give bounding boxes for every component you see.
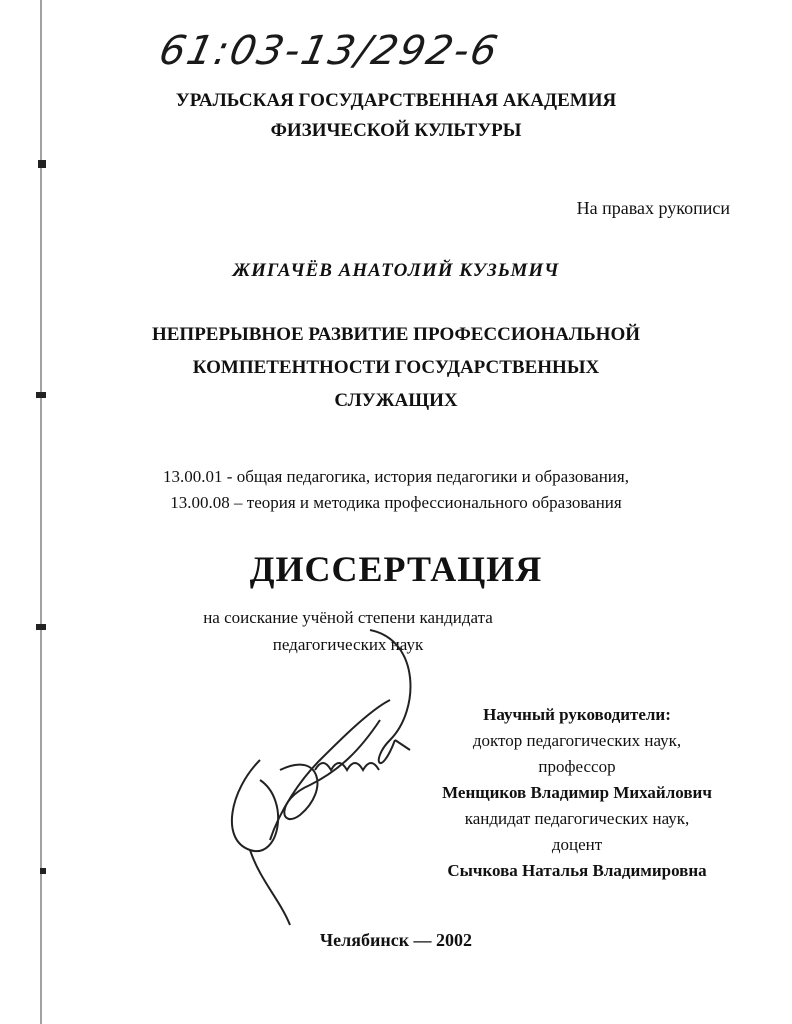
supervisors-heading: Научный руководители:	[483, 705, 671, 724]
thesis-title	[0, 318, 792, 417]
supervisor-2-rank: доцент	[551, 835, 603, 854]
supervisor-1-rank: профессор	[538, 757, 616, 776]
organization-line-2: ФИЗИЧЕСКОЙ КУЛЬТУРЫ	[270, 120, 522, 141]
thesis-title-line-1: НЕПРЕРЫВНОЕ РАЗВИТИЕ ПРОФЕССИОНАЛЬНОЙ	[151, 324, 641, 345]
document-type: ДИССЕРТАЦИЯ	[249, 549, 543, 589]
author-name: ЖИГАЧЁВ АНАТОЛИЙ КУЗЬМИЧ	[232, 260, 560, 281]
rights-note: На правах рукописи	[576, 198, 730, 218]
scan-mark	[40, 868, 46, 874]
handwritten-signature	[220, 600, 460, 940]
thesis-title-line-3: СЛУЖАЩИХ	[334, 390, 458, 411]
thesis-title-line-2: КОМПЕТЕНТНОСТИ ГОСУДАРСТВЕННЫХ	[192, 357, 600, 378]
specialty-line-2: 13.00.08 – теория и методика профессионального образования	[170, 493, 622, 512]
supervisor-1-name: Менщиков Владимир Михайлович	[442, 783, 712, 802]
specialties	[0, 464, 792, 516]
city-year: Челябинск — 2002	[319, 930, 473, 950]
supervisor-2-degree: кандидат педагогических наук,	[464, 809, 690, 828]
degree-line-1: на соискание учёной степени кандидата	[203, 608, 493, 627]
degree-line-2: педагогических наук	[272, 635, 424, 654]
specialty-line-1: 13.00.01 - общая педагогика, история педагогики и образования,	[163, 467, 629, 486]
supervisors-block	[412, 702, 742, 884]
archive-code: 61:03-13/292-6	[155, 28, 504, 74]
scan-mark	[38, 160, 46, 168]
organization-line-1: УРАЛЬСКАЯ ГОСУДАРСТВЕННАЯ АКАДЕМИЯ	[175, 90, 617, 111]
supervisor-2-name: Сычкова Наталья Владимировна	[447, 861, 707, 880]
supervisor-1-degree: доктор педагогических наук,	[472, 731, 682, 750]
